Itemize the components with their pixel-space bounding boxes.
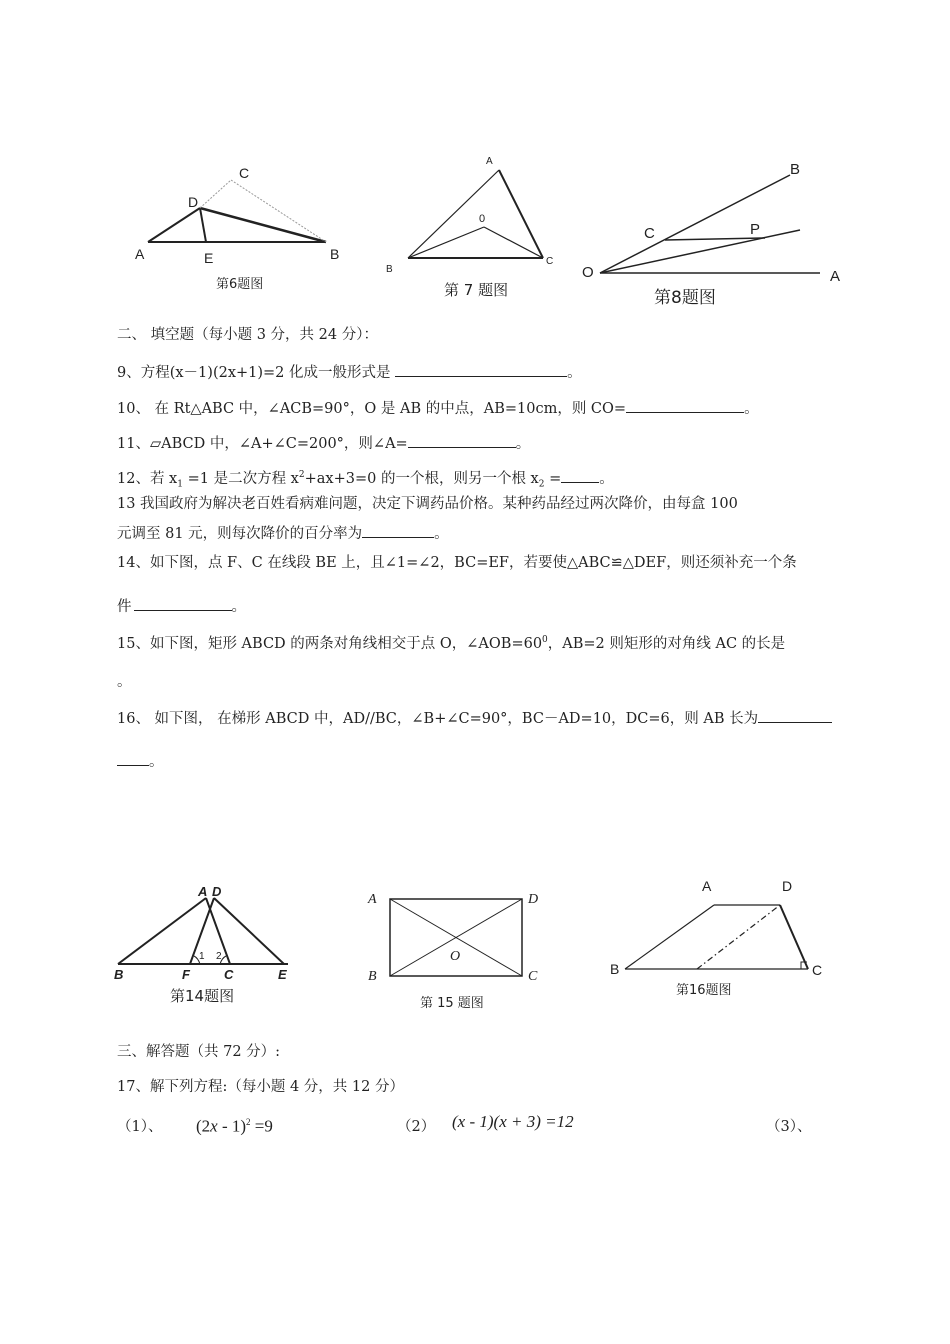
label-angle-1: 1 xyxy=(199,951,205,962)
answer-blank-10[interactable] xyxy=(626,398,744,413)
problem-17-2-label: （2） xyxy=(397,1119,436,1135)
label-A: A xyxy=(702,878,712,894)
label-B: B xyxy=(114,967,124,982)
figure-7-caption: 第 7 题图 xyxy=(444,281,509,299)
answer-blank-13[interactable] xyxy=(362,523,434,538)
label-B: B xyxy=(330,246,340,262)
label-angle-2: 2 xyxy=(216,951,222,962)
figure-6-diagram xyxy=(130,160,360,270)
problem-17-2-equation: (x - 1)(x + 3) =12 xyxy=(452,1112,574,1131)
figure-7 xyxy=(380,148,570,299)
question-9: 9、方程(x－1)(2x+1)=2 化成一般形式是 。 xyxy=(117,362,582,383)
answer-blank-9[interactable] xyxy=(395,362,567,377)
question-16-line-2: 。 xyxy=(117,751,164,772)
label-O: 0 xyxy=(479,213,486,225)
label-C: C xyxy=(528,969,538,984)
answer-blank-11[interactable] xyxy=(408,433,516,448)
problem-17-1 xyxy=(117,1117,162,1137)
question-14-line-2: 件 。 xyxy=(117,596,246,617)
answer-blank-16b[interactable] xyxy=(117,751,149,766)
question-10: 10、 在 Rt△ABC 中，∠ACB=90°，O 是 AB 的中点，AB=10cm，则 CO= 。 xyxy=(117,398,759,419)
label-P: P xyxy=(750,221,761,238)
question-15-line-2: 。 xyxy=(117,674,132,690)
question-13-line-2: 元调至 81 元，则每次降价的百分率为 。 xyxy=(117,523,449,544)
problem-17-1-equation: (2x - 1)$^2$ =9 xyxy=(196,1116,273,1136)
figure-14-diagram xyxy=(112,884,302,984)
label-B: B xyxy=(368,969,377,984)
answer-blank-16a[interactable] xyxy=(758,708,832,723)
label-B: B xyxy=(386,264,393,275)
question-14-line-1: 14、如下图，点 F、C 在线段 BE 上，且∠1=∠2，BC=EF，若要使△ABC≌△DEF，则还须补充一个条 xyxy=(117,555,797,571)
label-B: B xyxy=(610,961,620,977)
label-D: D xyxy=(188,194,199,210)
figure-14-caption: 第14题图 xyxy=(170,987,235,1005)
figure-16 xyxy=(608,878,838,998)
label-A: A xyxy=(198,884,208,899)
label-A: A xyxy=(486,156,493,167)
question-11: 11、▱ABCD 中，∠A+∠C=200°，则∠A= 。 xyxy=(117,433,530,454)
label-F: F xyxy=(182,967,190,982)
answer-blank-14[interactable] xyxy=(134,596,232,611)
figure-8-diagram xyxy=(580,158,850,288)
figure-15-diagram xyxy=(362,888,552,988)
label-B: B xyxy=(790,161,801,178)
label-E: E xyxy=(278,967,287,982)
problem-17-1-label: （1）、 xyxy=(117,1119,163,1135)
label-C: C xyxy=(644,225,655,242)
figure-8-caption: 第8题图 xyxy=(654,288,716,308)
section-2-title: 二、 填空题（每小题 3 分，共 24 分）： xyxy=(117,327,378,343)
label-E: E xyxy=(204,250,214,266)
figure-14 xyxy=(112,884,302,1005)
question-16-line-1: 16、 如下图， 在梯形 ABCD 中，AD//BC，∠B+∠C=90°，BC－AD=10，DC=6，则 AB 长为 xyxy=(117,708,832,729)
figure-16-diagram xyxy=(608,878,838,978)
label-C: C xyxy=(224,967,234,982)
label-C: C xyxy=(812,962,823,978)
question-13-line-1: 13 我国政府为解决老百姓看病难问题，决定下调药品价格。某种药品经过两次降价，由每盒 100 xyxy=(117,496,738,512)
figure-15-caption: 第 15 题图 xyxy=(420,996,484,1011)
figure-6 xyxy=(130,160,360,292)
label-A: A xyxy=(135,246,145,262)
label-A: A xyxy=(830,268,841,285)
question-17-title: 17、解下列方程:（每小题 4 分，共 12 分） xyxy=(117,1079,404,1095)
question-12: 12、若 $x_1 =1$ 是二次方程 $x^2+ax+3=0$ 的一个根，则另一个根 $x_2$ = 。 xyxy=(117,465,614,495)
problem-17-3-label: （3）、 xyxy=(766,1119,812,1135)
label-D: D xyxy=(212,884,222,899)
figure-15 xyxy=(362,888,552,1011)
label-A: A xyxy=(368,892,377,907)
label-D: D xyxy=(528,892,539,907)
figure-8 xyxy=(580,158,850,308)
figure-16-caption: 第16题图 xyxy=(676,983,732,998)
question-15-line-1: 15、如下图，矩形 ABCD 的两条对角线相交于点 O，$\angle AOB=60^0$，AB=2 则矩形的对角线 AC 的长是 xyxy=(117,635,786,652)
label-C: C xyxy=(239,165,250,181)
figure-6-caption: 第6题图 xyxy=(216,277,264,292)
label-O: O xyxy=(582,264,594,281)
figure-7-diagram xyxy=(380,148,570,278)
answer-blank-12[interactable] xyxy=(561,468,599,483)
label-C: C xyxy=(546,256,554,267)
label-O: O xyxy=(450,949,461,964)
section-3-title: 三、解答题（共 72 分）: xyxy=(117,1044,281,1060)
label-D: D xyxy=(782,878,793,894)
